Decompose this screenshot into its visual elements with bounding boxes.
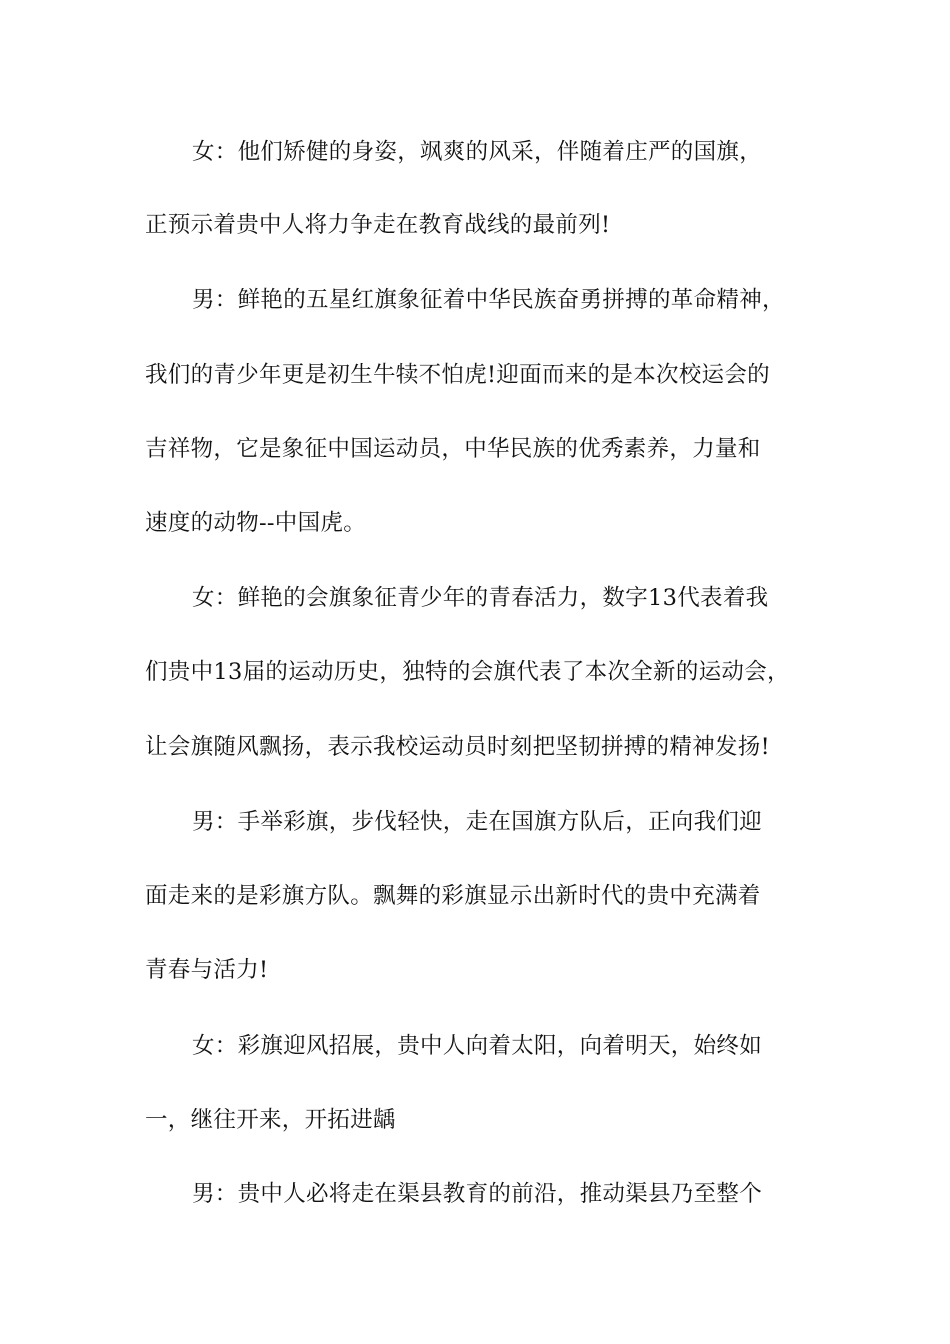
paragraph-line: 女：彩旗迎风招展，贵中人向着太阳，向着明天，始终如 — [192, 1033, 763, 1059]
paragraph-line: 们贵中13届的运动历史，独特的会旗代表了本次全新的运动会， — [145, 659, 790, 685]
paragraph-line: 正预示着贵中人将力争走在教育战线的最前列! — [145, 212, 611, 238]
paragraph-line: 我们的青少年更是初生牛犊不怕虎!迎面而来的是本次校运会的 — [145, 362, 770, 388]
paragraph-line: 男：贵中人必将走在渠县教育的前沿，推动渠县乃至整个 — [192, 1181, 763, 1207]
paragraph-line: 一，继往开来，开拓进龋 — [145, 1107, 396, 1133]
paragraph-line: 男：手举彩旗，步伐轻快，走在国旗方队后，正向我们迎 — [192, 809, 763, 835]
paragraph-line: 面走来的是彩旗方队。飘舞的彩旗显示出新时代的贵中充满着 — [145, 883, 761, 909]
paragraph-line: 青春与活力! — [145, 957, 269, 983]
paragraph-line: 女：鲜艳的会旗象征青少年的青春活力，数字13代表着我 — [192, 585, 769, 611]
paragraph-line: 男：鲜艳的五星红旗象征着中华民族奋勇拼搏的革命精神， — [192, 287, 785, 313]
paragraph-line: 吉祥物，它是象征中国运动员，中华民族的优秀素养，力量和 — [145, 436, 761, 462]
paragraph-line: 女：他们矫健的身姿，飒爽的风采，伴随着庄严的国旗， — [192, 139, 763, 165]
paragraph-line: 让会旗随风飘扬，表示我校运动员时刻把坚韧拼搏的精神发扬! — [145, 734, 770, 760]
paragraph-line: 速度的动物--中国虎。 — [145, 510, 367, 536]
